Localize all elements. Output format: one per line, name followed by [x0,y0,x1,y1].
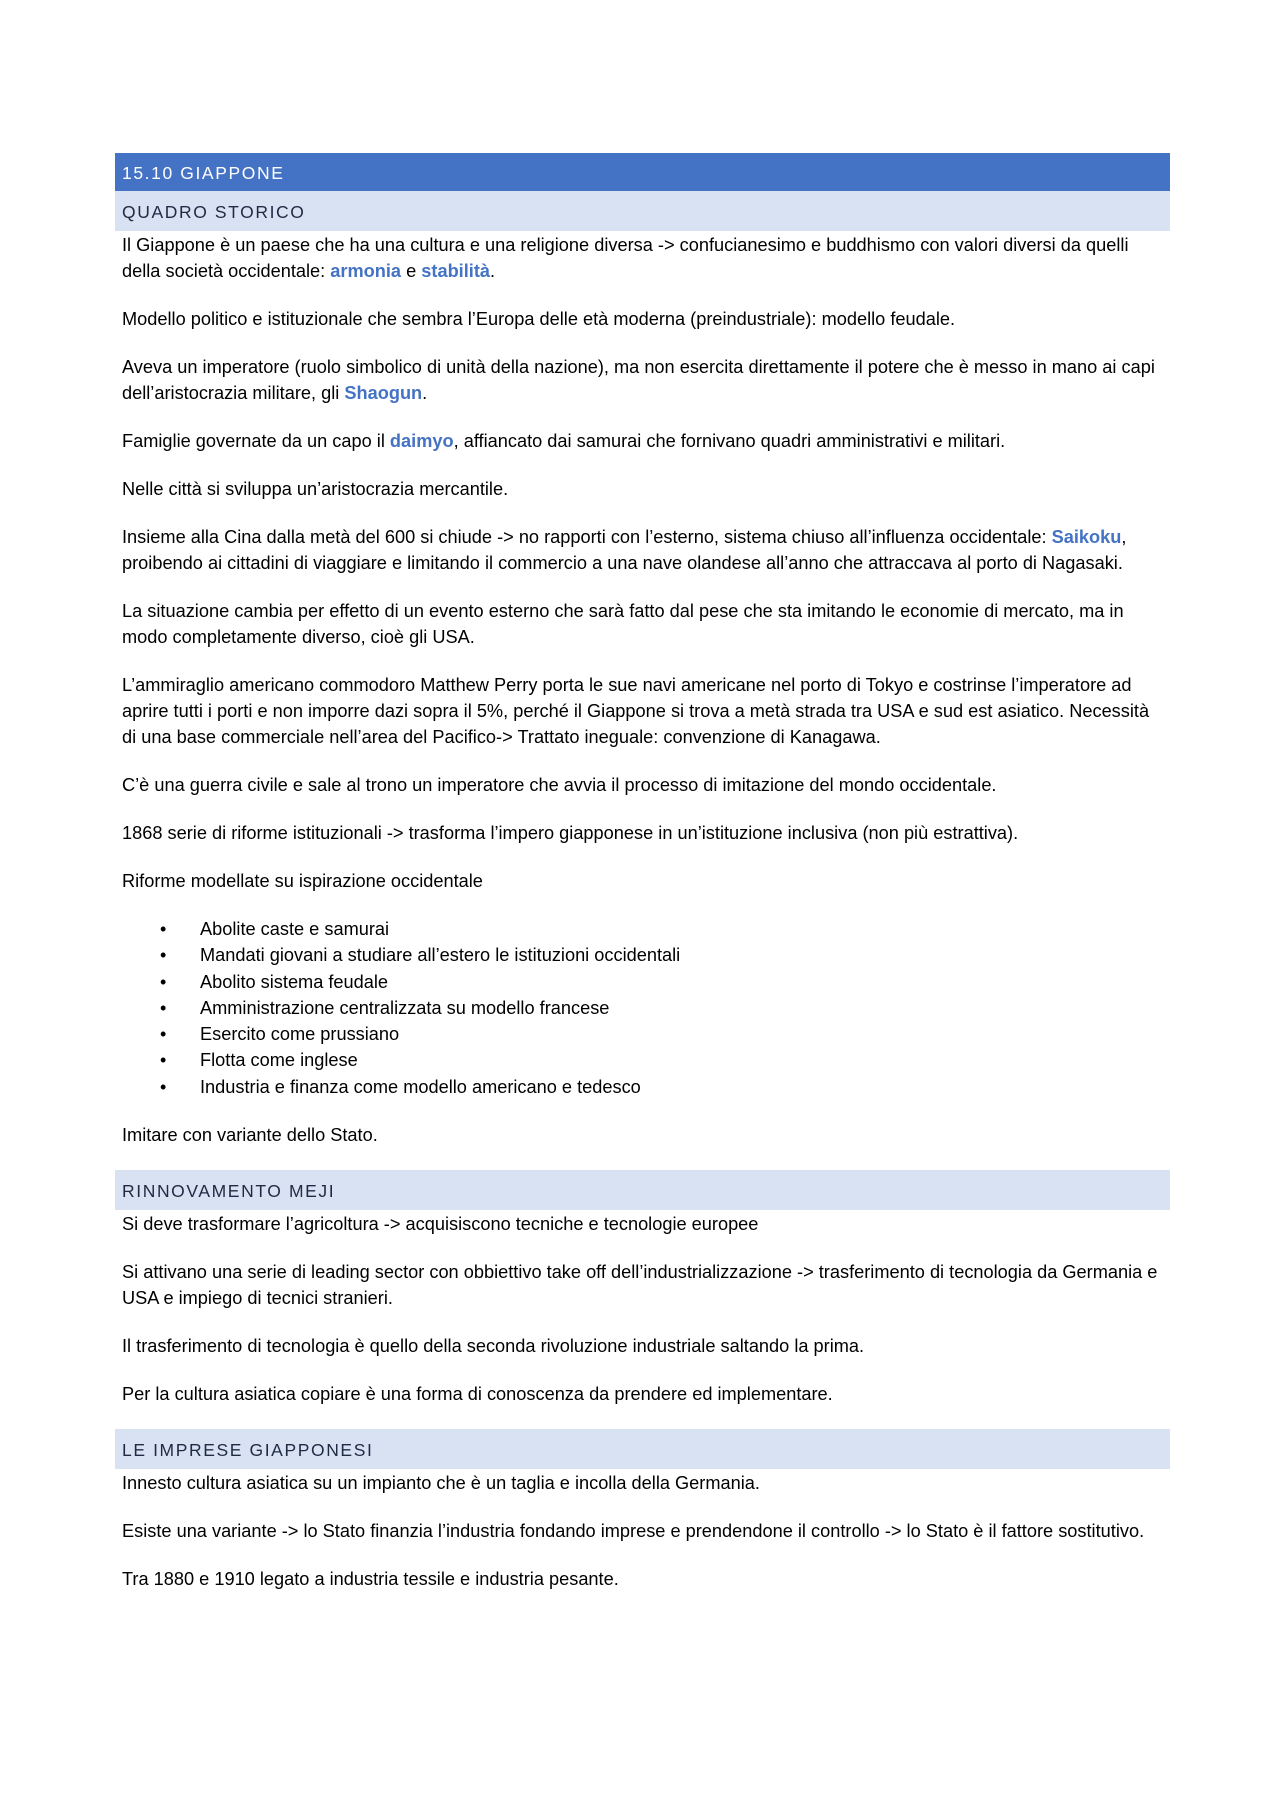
paragraph: Il Giappone è un paese che ha una cultura e una religione diversa -> confucianesimo e buddhismo con valori diversi da quelli della società occidentale: armonia e stabilità. [122,235,1129,281]
bullet-icon: • [160,997,167,1018]
section-heading-imprese-giapponesi: LE IMPRESE GIAPPONESI [115,1429,1170,1469]
paragraph: Tra 1880 e 1910 legato a industria tessile e industria pesante. [122,1569,619,1590]
section-heading-quadro-storico: QUADRO STORICO [115,191,1170,231]
list-item: • Industria e finanza come modello americano e tedesco [115,1074,1170,1100]
bullet-icon: • [160,945,167,966]
paragraph: Nelle città si sviluppa un’aristocrazia mercantile. [122,479,509,499]
paragraph: Modello politico e istituzionale che sembra l’Europa delle età moderna (preindustriale): modello feudale. [122,309,956,329]
highlight-term: daimyo [389,431,454,451]
bullet-icon: • [160,1024,167,1045]
list-item: • Abolito sistema feudale [115,969,1170,995]
paragraph: Si attivano una serie di leading sector con obbiettivo take off dell’industrializzazione -> trasferimento di tecnologia da Germania e USA e impiego di tecnici stranieri. [122,1262,1158,1309]
paragraph: Aveva un imperatore (ruolo simbolico di unità della nazione), ma non esercita direttamente il potere che è messo in mano ai capi dell’aristocrazia militare, gli Shaogun. [122,357,1155,403]
bullet-icon: • [160,919,167,939]
paragraph: C’è una guerra civile e sale al trono un imperatore che avvia il processo di imitazione del mondo occidentale. [122,775,997,795]
paragraph: Riforme modellate su ispirazione occidentale [122,871,483,891]
paragraph: Esiste una variante -> lo Stato finanzia l’industria fondando imprese e prendendone il controllo -> lo Stato è il fattore sostitutivo. [122,1521,1145,1542]
paragraph: Famiglie governate da un capo il daimyo, affiancato dai samurai che fornivano quadri amministrativi e militari. [122,431,1006,451]
highlight-term: armonia [330,261,402,281]
document-page [115,153,1170,1592]
chapter-heading: 15.10 GIAPPONE [115,153,1170,191]
paragraph: Si deve trasformare l’agricoltura -> acquisiscono tecniche e tecnologie europee [122,1214,759,1235]
list-item: • Amministrazione centralizzata su modello francese [115,995,1170,1021]
paragraph: 1868 serie di riforme istituzionali -> trasforma l’impero giapponese in un’istituzione inclusiva (non più estrattiva). [122,823,1019,843]
highlight-term: stabilità [421,261,491,281]
highlight-term: Shaogun [344,383,423,403]
section-heading-rinnovamento-meji: RINNOVAMENTO MEJI [115,1170,1170,1210]
paragraph: La situazione cambia per effetto di un evento esterno che sarà fatto dal pese che sta imitando le economie di mercato, ma in modo completamente diverso, cioè gli USA. [122,601,1124,647]
list-item: • Mandati giovani a studiare all’estero le istituzioni occidentali [115,942,1170,968]
paragraph: Il trasferimento di tecnologia è quello della seconda rivoluzione industriale saltando la prima. [122,1336,865,1357]
highlight-term: Saikoku [1051,527,1122,547]
paragraph: Per la cultura asiatica copiare è una forma di conoscenza da prendere ed implementare. [122,1384,833,1405]
bullet-icon: • [160,1050,167,1071]
bullet-icon: • [160,1076,167,1097]
paragraph: L’ammiraglio americano commodoro Matthew Perry porta le sue navi americane nel porto di Tokyo e costrinse l’imperatore ad aprire tutti i porti e non imporre dazi sopra il 5%, perché il Giappone si trova a metà strada tra USA e sud est asiatico. Necessità di una base commerciale nell’area del Pacifico-> Trattato ineguale: convenzione di Kanagawa. [122,675,1150,747]
paragraph: Insieme alla Cina dalla metà del 600 si chiude -> no rapporti con l’esterno, sistema chiuso all’influenza occidentale: Saikoku, proibendo ai cittadini di viaggiare e limitando il commercio a una nave olandese all’anno che attraccava al porto di Nagasaki. [122,527,1127,573]
list-item: • Flotta come inglese [115,1047,1170,1073]
reform-list [115,916,1170,1100]
paragraph: Innesto cultura asiatica su un impianto che è un taglia e incolla della Germania. [122,1473,760,1494]
paragraph: Imitare con variante dello Stato. [122,1125,378,1146]
list-item: • Abolite caste e samurai [115,916,1170,942]
list-item: • Esercito come prussiano [115,1021,1170,1047]
bullet-icon: • [160,971,167,992]
